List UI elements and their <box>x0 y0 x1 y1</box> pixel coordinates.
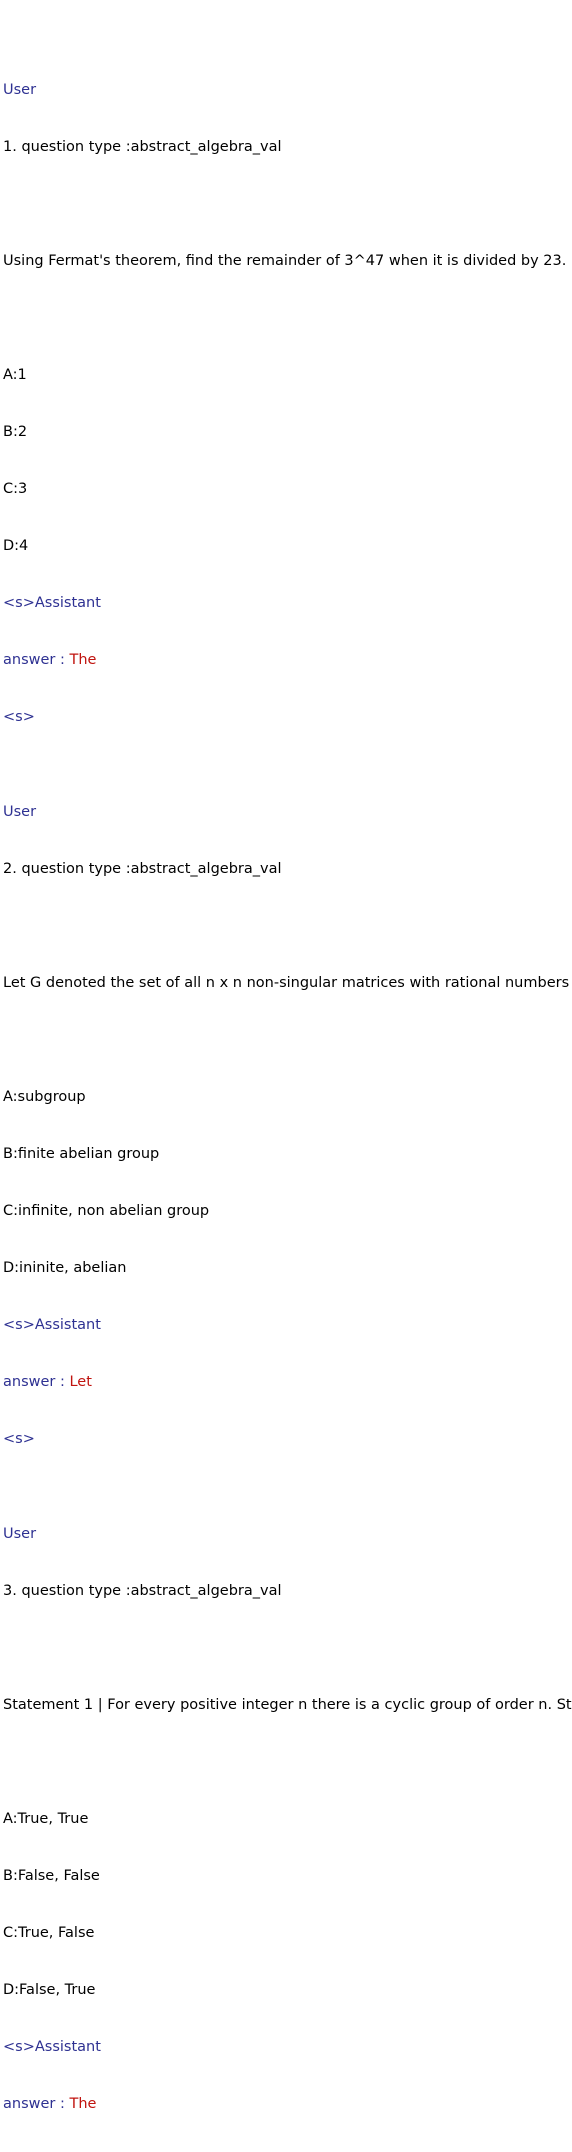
option-c: C:3 <box>3 481 28 497</box>
option-d: D:ininite, abelian <box>3 1260 127 1276</box>
spacer <box>3 917 555 936</box>
answer-label: answer : <box>3 1374 70 1390</box>
user-label: User <box>3 1526 37 1542</box>
option-d: D:False, True <box>3 1982 96 1998</box>
option-d: D:4 <box>3 538 29 554</box>
question-text: Statement 1 | For every positive integer n there is a cyclic group of order n. St <box>3 1697 572 1713</box>
answer-line <box>3 651 555 670</box>
question-header: 1. question type :abstract_algebra_val <box>3 139 282 155</box>
user-label: User <box>3 82 37 98</box>
option-a: A:True, True <box>3 1811 89 1827</box>
question-text: Let G denoted the set of all n x n non-singular matrices with rational numbers <box>3 975 570 991</box>
end-token: <s> <box>3 1431 35 1447</box>
option-b: B:False, False <box>3 1868 100 1884</box>
option-c: C:infinite, non abelian group <box>3 1203 210 1219</box>
spacer <box>3 195 555 214</box>
option-b: B:2 <box>3 424 28 440</box>
question-header: 3. question type :abstract_algebra_val <box>3 1583 282 1599</box>
assistant-label: <s>Assistant <box>3 595 101 611</box>
answer-value: Let <box>69 1374 92 1390</box>
answer-value: The <box>69 2096 97 2112</box>
answer-label: answer : <box>3 652 70 668</box>
answer-line <box>3 2095 555 2114</box>
answer-label: answer : <box>3 2096 70 2112</box>
user-label: User <box>3 804 37 820</box>
spacer <box>3 309 555 328</box>
question-text: Using Fermat's theorem, find the remainder of 3^47 when it is divided by 23. <box>3 253 567 269</box>
spacer <box>3 1753 555 1772</box>
spacer <box>3 1031 555 1050</box>
assistant-label: <s>Assistant <box>3 1317 101 1333</box>
assistant-label: <s>Assistant <box>3 2039 101 2055</box>
end-token: <s> <box>3 709 35 725</box>
spacer <box>3 1639 555 1658</box>
answer-value: The <box>69 652 97 668</box>
option-a: A:1 <box>3 367 27 383</box>
answer-line <box>3 1373 555 1392</box>
option-c: C:True, False <box>3 1925 95 1941</box>
question-header: 2. question type :abstract_algebra_val <box>3 861 282 877</box>
option-b: B:finite abelian group <box>3 1146 160 1162</box>
option-a: A:subgroup <box>3 1089 86 1105</box>
